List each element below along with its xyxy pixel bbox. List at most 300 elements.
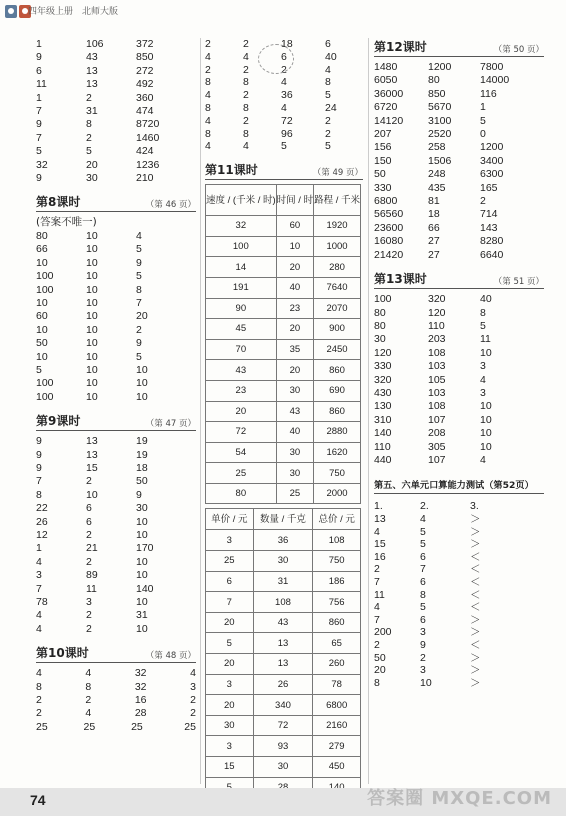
answer-value: 2 — [420, 651, 426, 664]
answer-value: 2 — [190, 707, 196, 720]
answer-value: 30 — [136, 502, 148, 515]
table-cell: 13 — [253, 633, 313, 654]
answer-value: 80 — [374, 319, 386, 332]
answer-value: 2 — [136, 323, 142, 336]
table-cell: 3 — [206, 736, 254, 757]
answer-value: 850 — [136, 51, 154, 64]
table-cell: 186 — [313, 571, 361, 592]
table-cell: 23 — [206, 380, 277, 401]
section-page: （第 49 页） — [312, 168, 363, 179]
answer-value: 4 — [374, 525, 380, 538]
answer-value: 320 — [428, 293, 446, 306]
answer-value: 5 — [136, 270, 142, 283]
answer-head-label: 2. — [420, 500, 429, 513]
table-cell: 279 — [313, 736, 361, 757]
answer-value: 2520 — [428, 128, 452, 141]
answer-row — [36, 596, 196, 609]
answer-value: 10 — [86, 377, 98, 390]
table-cell: 78 — [313, 674, 361, 695]
answer-value: 435 — [428, 181, 446, 194]
table-row — [206, 483, 361, 504]
section-header — [205, 161, 363, 180]
answer-row — [36, 230, 196, 243]
answer-value: 9 — [36, 118, 42, 131]
answer-value: 3400 — [480, 154, 504, 167]
answer-value: 50 — [136, 475, 148, 488]
answer-value: 10 — [36, 296, 48, 309]
answer-value: ＜ — [470, 563, 481, 576]
answer-value: 2 — [86, 131, 92, 144]
table-row — [206, 277, 361, 298]
answer-row — [374, 614, 544, 627]
answer-value: 50 — [36, 337, 48, 350]
answer-value: 8 — [243, 76, 249, 89]
answer-value: 474 — [136, 105, 154, 118]
answer-value: 2 — [86, 609, 92, 622]
answer-block — [374, 513, 544, 689]
answer-head-label: 1. — [374, 500, 383, 513]
table-cell: 860 — [314, 401, 361, 422]
answer-value: 5 — [86, 145, 92, 158]
answer-value: 80 — [374, 306, 386, 319]
answer-row — [374, 639, 544, 652]
answer-value: 258 — [428, 141, 446, 154]
answer-value: 43 — [86, 51, 98, 64]
answer-row — [374, 551, 544, 564]
answer-value: 27 — [428, 235, 440, 248]
answer-row — [374, 182, 544, 195]
answer-value: 25 — [36, 720, 48, 733]
answer-value: 26 — [36, 515, 48, 528]
answer-row — [374, 664, 544, 677]
answer-value: 6 — [420, 613, 426, 626]
page-header: 四年级上册 北师大版 — [28, 7, 119, 17]
answer-value: 9 — [36, 172, 42, 185]
section-header — [374, 270, 544, 289]
answer-value: 4 — [480, 453, 486, 466]
answer-value: 4 — [36, 555, 42, 568]
answer-row — [36, 159, 196, 172]
table-cell: 2880 — [314, 422, 361, 443]
answer-value: 11 — [86, 582, 97, 595]
answer-head — [374, 500, 544, 513]
answer-value: 6050 — [374, 74, 398, 87]
table-row — [206, 257, 361, 278]
answer-value: 6 — [420, 550, 426, 563]
column-2 — [205, 38, 363, 798]
answer-value: 27 — [428, 248, 440, 261]
answer-row — [374, 141, 544, 154]
answer-value: 130 — [374, 400, 392, 413]
answer-value: 5 — [136, 350, 142, 363]
answer-row — [374, 454, 544, 467]
answer-value: 31 — [86, 105, 98, 118]
answer-row — [205, 115, 363, 128]
section-title: 第9课时 — [36, 414, 81, 429]
answer-value: 16 — [374, 550, 386, 563]
answer-value: 5670 — [428, 101, 452, 114]
answer-value: 1 — [36, 38, 42, 50]
answer-value: 2 — [205, 63, 211, 76]
answer-value: 19 — [136, 448, 148, 461]
answer-value: 10 — [86, 229, 98, 242]
table-cell: 5 — [206, 633, 254, 654]
table-row — [206, 695, 361, 716]
answer-row — [36, 475, 196, 488]
answer-value: 165 — [480, 181, 498, 194]
answer-value: 2 — [36, 694, 42, 707]
answer-value: 80 — [428, 74, 440, 87]
answer-value: 12 — [36, 529, 48, 541]
table-cell: 60 — [276, 216, 313, 237]
answer-value: 4 — [243, 50, 249, 63]
answer-value: 24 — [325, 101, 337, 114]
answer-row — [36, 623, 196, 636]
answer-row — [36, 324, 196, 337]
answer-row — [36, 435, 196, 448]
answer-value: 56560 — [374, 208, 404, 221]
answer-row — [205, 89, 363, 102]
answer-value: 2 — [374, 563, 380, 576]
answer-value: ＞ — [470, 676, 481, 689]
table-cell: 260 — [313, 654, 361, 675]
table-cell: 30 — [206, 715, 254, 736]
answer-value: 1 — [36, 542, 42, 555]
answer-value: 10 — [86, 390, 98, 403]
table-cell: 20 — [206, 401, 277, 422]
section-title: 第13课时 — [374, 272, 427, 287]
answer-value: 3 — [420, 664, 426, 677]
answer-row — [205, 128, 363, 141]
answer-value: 15 — [374, 538, 386, 551]
answer-value: 32 — [134, 680, 147, 693]
table-cell: 20 — [276, 360, 313, 381]
price-table — [205, 508, 361, 798]
answer-value: 272 — [136, 64, 154, 77]
answer-row — [374, 168, 544, 181]
table-cell: 7 — [206, 592, 254, 613]
answer-value: 372 — [136, 38, 154, 50]
table-cell: 690 — [314, 380, 361, 401]
answer-value: 10 — [86, 283, 98, 296]
answer-value: 8 — [374, 676, 380, 689]
answer-value: 2 — [86, 91, 92, 104]
answer-value: 3 — [480, 386, 486, 399]
answer-row — [374, 427, 544, 440]
answer-value: 9 — [36, 448, 42, 461]
answer-value: 5 — [420, 525, 426, 538]
answer-value: 4 — [205, 114, 211, 127]
answer-value: 11 — [480, 333, 491, 346]
answer-value: 10 — [136, 515, 148, 528]
answer-value: ＞ — [470, 512, 481, 525]
answer-value: 10 — [86, 296, 98, 309]
table-cell: 72 — [206, 422, 277, 443]
answer-value: 7 — [374, 613, 380, 626]
answer-value: 10 — [136, 363, 148, 376]
answer-value: 140 — [374, 427, 392, 440]
table-cell: 2450 — [314, 339, 361, 360]
answer-value: 330 — [374, 181, 392, 194]
answer-value: 20 — [136, 310, 148, 323]
table-cell: 860 — [314, 360, 361, 381]
answer-value: 4 — [420, 512, 426, 525]
answer-value: 9 — [36, 51, 42, 64]
table-cell: 6 — [206, 571, 254, 592]
answer-value: 5 — [480, 319, 486, 332]
answer-row — [374, 626, 544, 639]
answer-value: 110 — [374, 440, 391, 453]
table-cell: 25 — [276, 483, 313, 504]
answer-value: 2 — [85, 694, 92, 707]
table-cell: 1000 — [314, 236, 361, 257]
answer-value: 2 — [243, 114, 249, 127]
table-cell: 30 — [253, 551, 313, 572]
answer-row — [374, 677, 544, 690]
answer-value: 9 — [136, 488, 142, 501]
table-cell: 756 — [313, 592, 361, 613]
table-cell: 20 — [206, 612, 254, 633]
answer-value: 7 — [136, 296, 142, 309]
answer-value: ＜ — [470, 588, 481, 601]
answer-row — [36, 337, 196, 350]
table-cell: 35 — [276, 339, 313, 360]
answer-row — [36, 449, 196, 462]
answer-value: 6 — [86, 515, 92, 528]
answer-value: 6 — [420, 575, 426, 588]
answer-value: 6720 — [374, 101, 398, 114]
answer-value: 72 — [281, 114, 293, 127]
answer-value: 10 — [86, 256, 98, 269]
table-cell: 750 — [313, 551, 361, 572]
answer-row — [36, 516, 196, 529]
answer-row — [36, 105, 196, 118]
table-cell: 108 — [313, 530, 361, 551]
answer-value: 7 — [374, 575, 380, 588]
section-title: 第8课时 — [36, 195, 81, 210]
answer-value: 8 — [36, 488, 42, 501]
answer-value: 105 — [428, 373, 446, 386]
answer-row — [36, 667, 196, 680]
answer-row — [36, 569, 196, 582]
answer-value: 850 — [428, 87, 446, 100]
table-row — [206, 319, 361, 340]
table-cell: 6800 — [313, 695, 361, 716]
section-page: （第 47 页） — [145, 419, 196, 430]
answer-value: 4 — [325, 63, 331, 76]
answer-row — [374, 88, 544, 101]
table-cell: 30 — [276, 380, 313, 401]
answer-value: 2 — [86, 622, 92, 635]
answer-value: 10 — [136, 596, 148, 609]
answer-row — [374, 387, 544, 400]
answer-value: 305 — [428, 440, 446, 453]
table-cell: 20 — [206, 654, 254, 675]
answer-value: 8 — [325, 76, 331, 89]
answer-value: 30 — [86, 172, 98, 185]
table-row — [206, 736, 361, 757]
table-cell: 20 — [276, 257, 313, 278]
answer-row — [36, 65, 196, 78]
section-header — [36, 412, 196, 431]
answer-value: 248 — [428, 168, 446, 181]
table-cell: 54 — [206, 442, 277, 463]
answer-value: 10 — [480, 400, 492, 413]
answer-row — [374, 115, 544, 128]
section-note: (答案不唯一) — [36, 216, 97, 229]
answer-value: 107 — [428, 413, 446, 426]
answer-row — [36, 257, 196, 270]
answer-value: 156 — [374, 141, 392, 154]
answer-value: ＜ — [470, 575, 481, 588]
answer-value: 200 — [374, 626, 392, 639]
answer-row — [374, 441, 544, 454]
table-cell: 65 — [313, 633, 361, 654]
answer-row — [36, 583, 196, 596]
answer-value: 9 — [136, 256, 142, 269]
answer-value: 28 — [134, 707, 147, 720]
answer-value: 8720 — [136, 118, 160, 131]
table-cell: 100 — [206, 236, 277, 257]
answer-value: 9 — [136, 337, 142, 350]
table-cell: 40 — [276, 277, 313, 298]
table-row — [206, 442, 361, 463]
answer-value: 320 — [374, 373, 392, 386]
answer-value: 10 — [36, 350, 48, 363]
table-header-cell: 总价 / 元 — [313, 509, 361, 530]
answer-value: 36 — [281, 89, 293, 102]
table-cell: 280 — [314, 257, 361, 278]
answer-row — [36, 721, 196, 734]
answer-block — [374, 293, 544, 467]
table-cell: 25 — [206, 463, 277, 484]
answer-value: 2 — [243, 89, 249, 102]
answer-row — [374, 652, 544, 665]
answer-row — [36, 132, 196, 145]
answer-row — [36, 542, 196, 555]
answer-value: 16080 — [374, 235, 404, 248]
answer-value: 15 — [86, 461, 98, 474]
table-cell: 45 — [206, 319, 277, 340]
section-title: 第11课时 — [205, 163, 258, 178]
answer-value: 22 — [36, 502, 48, 515]
answer-value: 2 — [86, 555, 92, 568]
answer-value: 16 — [134, 694, 147, 707]
answer-value: 11 — [36, 78, 47, 91]
answer-value: ＜ — [470, 550, 481, 563]
table-header-cell: 数量 / 千克 — [253, 509, 313, 530]
answer-value: ＜ — [470, 601, 481, 614]
table-cell: 20 — [206, 695, 254, 716]
answer-value: 10 — [86, 310, 98, 323]
answer-row — [374, 320, 544, 333]
answer-value: 10 — [86, 270, 98, 283]
answer-row — [36, 145, 196, 158]
answer-value: 8 — [205, 76, 211, 89]
answer-value: 9 — [36, 435, 42, 448]
answer-value: 2 — [325, 114, 331, 127]
answer-value: 9 — [420, 638, 426, 651]
answer-row — [374, 400, 544, 413]
answer-value: 20 — [374, 664, 386, 677]
answer-block — [36, 667, 196, 734]
answer-value: 10 — [86, 337, 98, 350]
table-row — [206, 592, 361, 613]
table-row — [206, 757, 361, 778]
answer-value: 100 — [36, 283, 54, 296]
answer-value: 4 — [85, 707, 92, 720]
answer-value: 1 — [480, 101, 486, 114]
table-cell: 32 — [206, 216, 277, 237]
answer-value: 440 — [374, 453, 392, 466]
table-row — [206, 339, 361, 360]
answer-row — [374, 576, 544, 589]
answer-value: 4 — [36, 622, 42, 635]
table-cell: 191 — [206, 277, 277, 298]
answer-row — [374, 249, 544, 262]
answer-value: 4 — [281, 76, 287, 89]
answer-row — [36, 364, 196, 377]
table-cell: 15 — [206, 757, 254, 778]
table-cell: 750 — [314, 463, 361, 484]
answer-value: 5 — [480, 114, 486, 127]
answer-value: 4 — [205, 140, 211, 153]
table-cell: 1620 — [314, 442, 361, 463]
table-row — [206, 422, 361, 443]
answer-row — [36, 310, 196, 323]
table-row — [206, 674, 361, 695]
answer-value: 143 — [480, 221, 498, 234]
table-cell: 340 — [253, 695, 313, 716]
table-row — [206, 380, 361, 401]
table-cell: 93 — [253, 736, 313, 757]
answer-value: ＞ — [470, 651, 481, 664]
table-cell: 900 — [314, 319, 361, 340]
answer-value: 714 — [480, 208, 498, 221]
table-cell: 2160 — [313, 715, 361, 736]
answer-value: 10 — [86, 323, 98, 336]
answer-value: 78 — [36, 596, 48, 609]
answer-row — [36, 462, 196, 475]
answer-row — [36, 92, 196, 105]
table-header-cell: 时间 / 时 — [276, 185, 313, 216]
answer-block — [36, 435, 196, 636]
answer-value: 7800 — [480, 61, 504, 73]
answer-value: 89 — [86, 569, 98, 582]
answer-value: 10 — [36, 323, 48, 336]
table-cell: 30 — [276, 442, 313, 463]
watermark-logo: 答案圈 MXQE.COM — [367, 788, 552, 809]
answer-value: 10 — [136, 569, 148, 582]
answer-value: 13 — [86, 435, 98, 448]
answer-value: ＜ — [470, 638, 481, 651]
answer-row — [374, 513, 544, 526]
answer-value: 14000 — [480, 74, 510, 87]
answer-value: 10 — [480, 427, 492, 440]
answer-value: 1480 — [374, 61, 398, 73]
answer-row — [36, 78, 196, 91]
table-cell: 7640 — [314, 277, 361, 298]
answer-row — [374, 101, 544, 114]
answer-value: 150 — [374, 154, 392, 167]
table-row — [206, 654, 361, 675]
section-title: 第12课时 — [374, 40, 427, 54]
section-title: 第10课时 — [36, 646, 89, 661]
answer-row — [36, 284, 196, 297]
answer-value: 18 — [428, 208, 440, 221]
answer-value: 40 — [480, 293, 492, 306]
answer-value: 492 — [136, 78, 154, 91]
